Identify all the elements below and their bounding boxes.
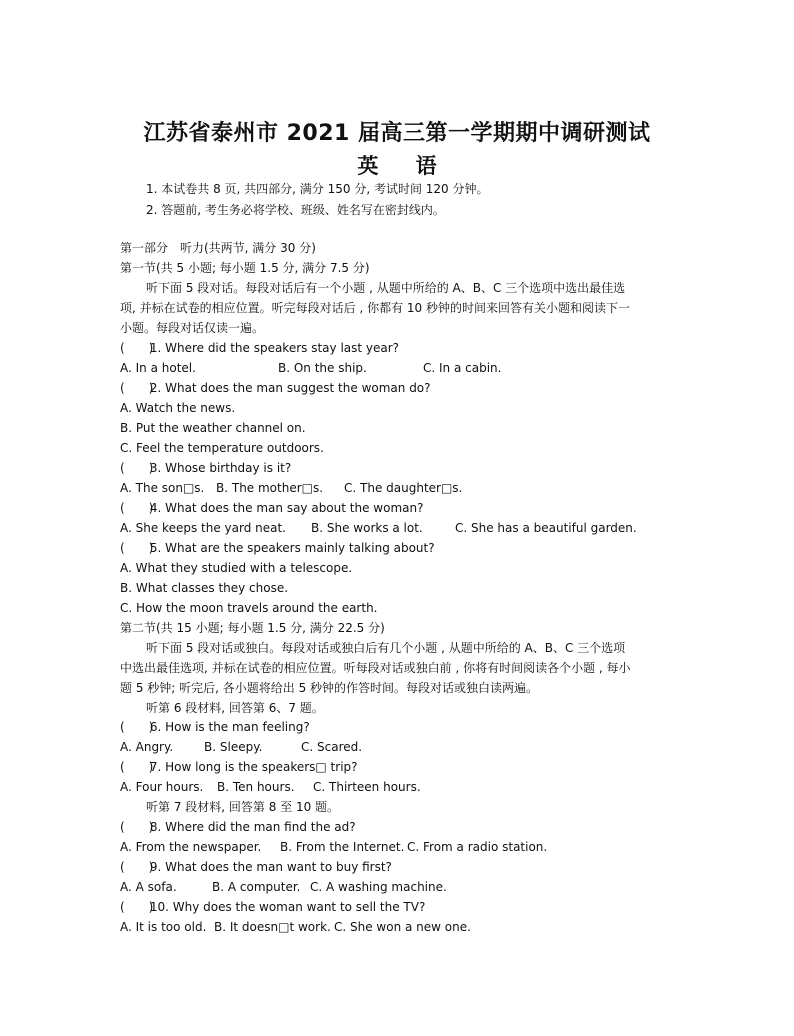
question-10 [120,899,425,915]
section1-instruction-3: 小题。每段对话仅读一遍。 [120,321,265,335]
question-stem: 10. Why does the woman want to sell the TV? [149,900,426,914]
note-2: 2. 答题前, 考生务必将学校、班级、姓名写在密封线内。 [146,203,445,217]
option-b: B. On the ship. [278,361,367,375]
option-a: A. Angry. [120,740,174,754]
option-a: A. Watch the news. [120,401,236,415]
option-b: B. The mother□s. [216,481,324,495]
question-stem: 2. What does the man suggest the woman do? [149,381,431,395]
question-stem: 5. What are the speakers mainly talking about? [149,541,435,555]
question-1 [120,340,399,356]
answer-blank[interactable]: ( ) [120,860,154,874]
section1-instruction-1: 听下面 5 段对话。每段对话后有一个小题 , 从题中所给的 A、B、C 三个选项中选出最佳选 [146,281,626,295]
option-b: B. Ten hours. [217,780,295,794]
option-a: A. A sofa. [120,880,177,894]
option-c: C. A washing machine. [310,880,447,894]
exam-title: 江苏省泰州市 2021 届高三第一学期期中调研测试 [143,121,651,146]
question-stem: 7. How long is the speakers□ trip? [149,760,358,774]
question-stem: 9. What does the man want to buy first? [149,860,392,874]
section2-instruction-1: 听下面 5 段对话或独白。每段对话或独白后有几个小题 , 从题中所给的 A、B、C 三个选项 [146,641,626,655]
question-6-options [120,739,362,755]
option-a: A. Four hours. [120,780,204,794]
answer-blank[interactable]: ( ) [120,541,154,555]
question-3-options [120,480,462,496]
question-5 [120,540,435,556]
option-c: C. In a cabin. [423,361,502,375]
note-1: 1. 本试卷共 8 页, 共四部分, 满分 150 分, 考试时间 120 分钟。 [146,182,489,196]
option-a: A. What they studied with a telescope. [120,561,353,575]
question-stem: 4. What does the man say about the woman? [149,501,424,515]
section2-instruction-2: 中选出最佳选项, 并标在试卷的相应位置。听每段对话或独白前 , 你将有时间阅读各个小题 , 每小 [120,661,631,675]
question-1-options [120,360,501,376]
section1-heading: 第一节(共 5 小题; 每小题 1.5 分, 满分 7.5 分) [120,261,370,275]
question-6 [120,719,310,735]
option-c: C. The daughter□s. [344,481,463,495]
option-a: A. From the newspaper. [120,840,262,854]
question-7 [120,759,358,775]
question-2 [120,380,431,396]
answer-blank[interactable]: ( ) [120,341,154,355]
section2-instruction-3: 题 5 秒钟; 听完后, 各小题将给出 5 秒钟的作答时间。每段对话或独白读两遍。 [120,681,539,695]
question-9-options [120,879,447,895]
section1-instruction-2: 项, 并标在试卷的相应位置。听完每段对话后 , 你都有 10 秒钟的时间来回答有关小题和阅读下一 [120,301,630,315]
answer-blank[interactable]: ( ) [120,381,154,395]
option-b: B. It doesn□t work. [214,920,331,934]
question-10-options [120,919,471,935]
option-b: B. From the Internet. [280,840,405,854]
question-stem: 6. How is the man feeling? [149,720,310,734]
question-stem: 3. Whose birthday is it? [149,461,292,475]
question-stem: 8. Where did the man find the ad? [149,820,356,834]
option-b: B. Put the weather channel on. [120,421,306,435]
option-c: C. She won a new one. [334,920,471,934]
question-stem: 1. Where did the speakers stay last year? [149,341,400,355]
option-a: A. The son□s. [120,481,205,495]
option-b: B. What classes they chose. [120,581,289,595]
answer-blank[interactable]: ( ) [120,820,154,834]
answer-blank[interactable]: ( ) [120,900,154,914]
option-a: A. In a hotel. [120,361,196,375]
section2-heading: 第二节(共 15 小题; 每小题 1.5 分, 满分 22.5 分) [120,621,385,635]
option-b: B. Sleepy. [204,740,263,754]
question-9 [120,859,392,875]
option-c: C. Scared. [301,740,363,754]
answer-blank[interactable]: ( ) [120,720,154,734]
exam-subject: 英 语 [357,154,437,178]
answer-blank[interactable]: ( ) [120,760,154,774]
answer-blank[interactable]: ( ) [120,501,154,515]
material-7-heading: 听第 7 段材料, 回答第 8 至 10 题。 [146,800,340,814]
option-a: A. She keeps the yard neat. [120,521,286,535]
question-4-options [120,520,637,536]
option-b: B. A computer. [212,880,301,894]
option-c: C. Feel the temperature outdoors. [120,441,324,455]
answer-blank[interactable]: ( ) [120,461,154,475]
part1-heading: 第一部分 听力(共两节, 满分 30 分) [120,241,316,255]
question-7-options [120,779,421,795]
material-6-heading: 听第 6 段材料, 回答第 6、7 题。 [146,701,324,715]
option-b: B. She works a lot. [311,521,423,535]
question-4 [120,500,423,516]
question-8 [120,819,356,835]
option-a: A. It is too old. [120,920,207,934]
option-c: C. Thirteen hours. [313,780,421,794]
option-c: C. How the moon travels around the earth. [120,601,378,615]
option-c: C. She has a beautiful garden. [455,521,637,535]
option-c: C. From a radio station. [407,840,548,854]
question-3 [120,460,291,476]
question-8-options [120,839,547,855]
